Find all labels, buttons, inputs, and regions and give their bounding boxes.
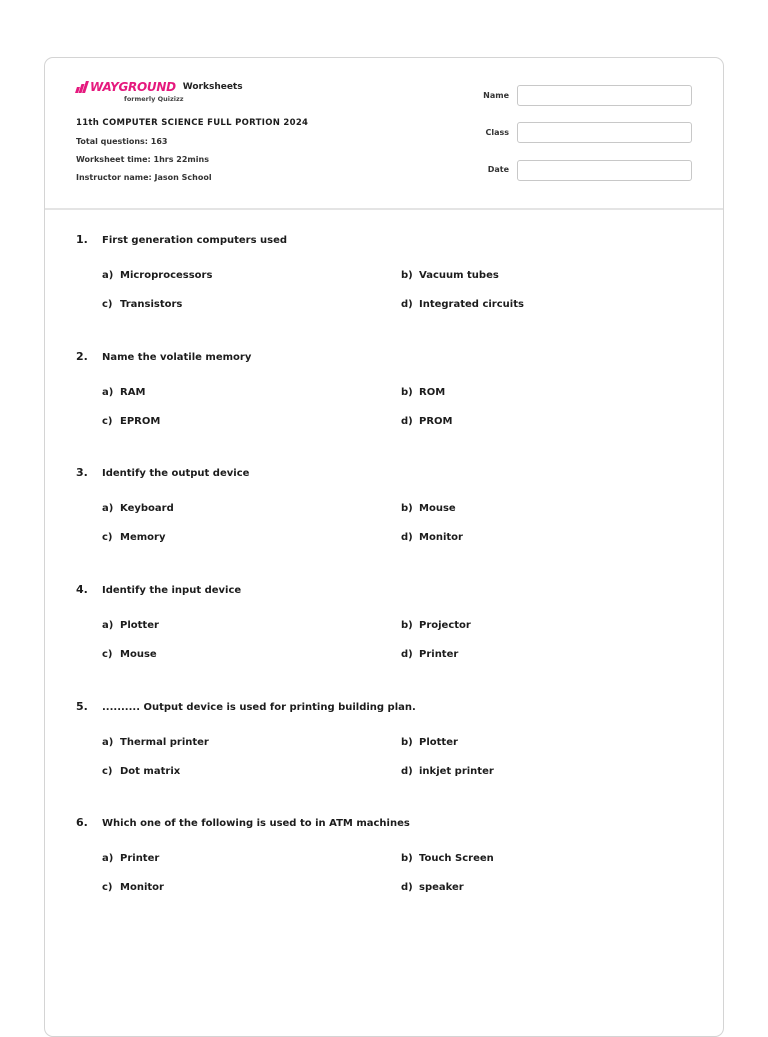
option-text: Monitor [419,532,463,543]
question-item [76,350,696,427]
option-letter: b) [401,503,413,514]
brand-mark-icon [76,81,87,93]
option-text: Mouse [419,503,456,514]
answer-option[interactable] [401,416,452,427]
answer-option[interactable] [401,503,456,514]
answer-option[interactable] [401,299,524,310]
question-prompt [76,700,696,713]
question-prompt [76,583,696,596]
question-prompt [76,233,696,246]
worksheet-header [45,58,723,210]
answer-option[interactable] [102,532,165,543]
answer-option[interactable] [401,387,445,398]
answer-option[interactable] [102,503,174,514]
answer-option[interactable] [102,649,157,660]
option-text: Mouse [120,649,157,660]
option-text: Dot matrix [120,766,181,777]
question-number: 5. [76,700,88,713]
question-text: .......... Output device is used for printing building plan. [102,702,416,713]
name-field[interactable] [517,85,692,106]
total-questions: Total questions: 163 [76,137,168,146]
brand-formerly: formerly Quizizz [124,95,184,103]
option-text: Printer [419,649,459,660]
option-letter: c) [102,882,113,893]
option-text: Plotter [120,620,159,631]
option-letter: c) [102,299,113,310]
option-text: Plotter [419,737,458,748]
question-prompt [76,816,696,829]
answer-option[interactable] [102,270,212,281]
option-letter: b) [401,737,413,748]
date-field[interactable] [517,160,692,181]
option-letter: a) [102,620,114,631]
answer-option[interactable] [401,882,464,893]
question-item [76,583,696,660]
option-text: Projector [419,620,471,631]
option-text: Printer [120,853,160,864]
option-text: Thermal printer [120,737,209,748]
option-text: PROM [419,416,453,427]
option-text: RAM [120,387,146,398]
question-item [76,700,696,777]
option-letter: d) [401,299,413,310]
date-label: Date [487,165,509,174]
option-letter: c) [102,532,113,543]
worksheet-time: Worksheet time: 1hrs 22mins [76,155,209,164]
answer-option[interactable] [102,620,159,631]
option-text: inkjet printer [419,766,494,777]
option-text: EPROM [120,416,161,427]
instructor-name: Instructor name: Jason School [76,173,212,182]
question-item [76,233,696,310]
option-text: Keyboard [120,503,174,514]
option-text: speaker [419,882,464,893]
answer-option[interactable] [102,737,209,748]
question-item [76,466,696,543]
question-prompt [76,466,696,479]
answer-option[interactable] [401,270,499,281]
worksheet-title: 11th COMPUTER SCIENCE FULL PORTION 2024 [76,118,309,128]
option-text: Memory [120,532,166,543]
question-text: Identify the output device [102,468,250,479]
option-letter: d) [401,532,413,543]
option-letter: a) [102,270,114,281]
option-letter: c) [102,649,113,660]
option-letter: b) [401,853,413,864]
answer-option[interactable] [102,387,145,398]
brand-logo [76,80,243,94]
answer-option[interactable] [102,416,160,427]
option-text: ROM [419,387,446,398]
option-letter: a) [102,387,114,398]
answer-option[interactable] [401,620,471,631]
answer-option[interactable] [401,649,458,660]
option-text: Monitor [120,882,164,893]
answer-option[interactable] [102,766,180,777]
option-text: Vacuum tubes [419,270,499,281]
option-letter: d) [401,882,413,893]
question-number: 1. [76,233,88,246]
question-text: Identify the input device [102,585,242,596]
worksheet-page [44,57,724,1037]
option-letter: d) [401,649,413,660]
class-label: Class [485,128,509,137]
question-number: 2. [76,350,88,363]
option-letter: c) [102,766,113,777]
answer-option[interactable] [102,299,182,310]
question-prompt [76,350,696,363]
option-letter: b) [401,620,413,631]
question-item [76,816,696,893]
option-text: Integrated circuits [419,299,524,310]
option-letter: b) [401,387,413,398]
answer-option[interactable] [401,853,494,864]
answer-option[interactable] [401,766,494,777]
class-field[interactable] [517,122,692,143]
option-letter: c) [102,416,113,427]
option-letter: a) [102,853,114,864]
question-number: 6. [76,816,88,829]
question-text: Name the volatile memory [102,352,252,363]
question-text: Which one of the following is used to in ATM machines [102,818,410,829]
question-number: 4. [76,583,88,596]
option-text: Transistors [120,299,183,310]
option-text: Touch Screen [419,853,494,864]
option-letter: d) [401,766,413,777]
answer-option[interactable] [401,532,463,543]
option-text: Microprocessors [120,270,213,281]
brand-product: Worksheets [182,82,243,92]
option-letter: b) [401,270,413,281]
option-letter: d) [401,416,413,427]
option-letter: a) [102,503,114,514]
question-text: First generation computers used [102,235,288,246]
question-number: 3. [76,466,88,479]
answer-option[interactable] [102,853,159,864]
name-label: Name [483,91,509,100]
option-letter: a) [102,737,114,748]
answer-option[interactable] [401,737,458,748]
answer-option[interactable] [102,882,164,893]
brand-name: WAYGROUND [90,80,176,94]
